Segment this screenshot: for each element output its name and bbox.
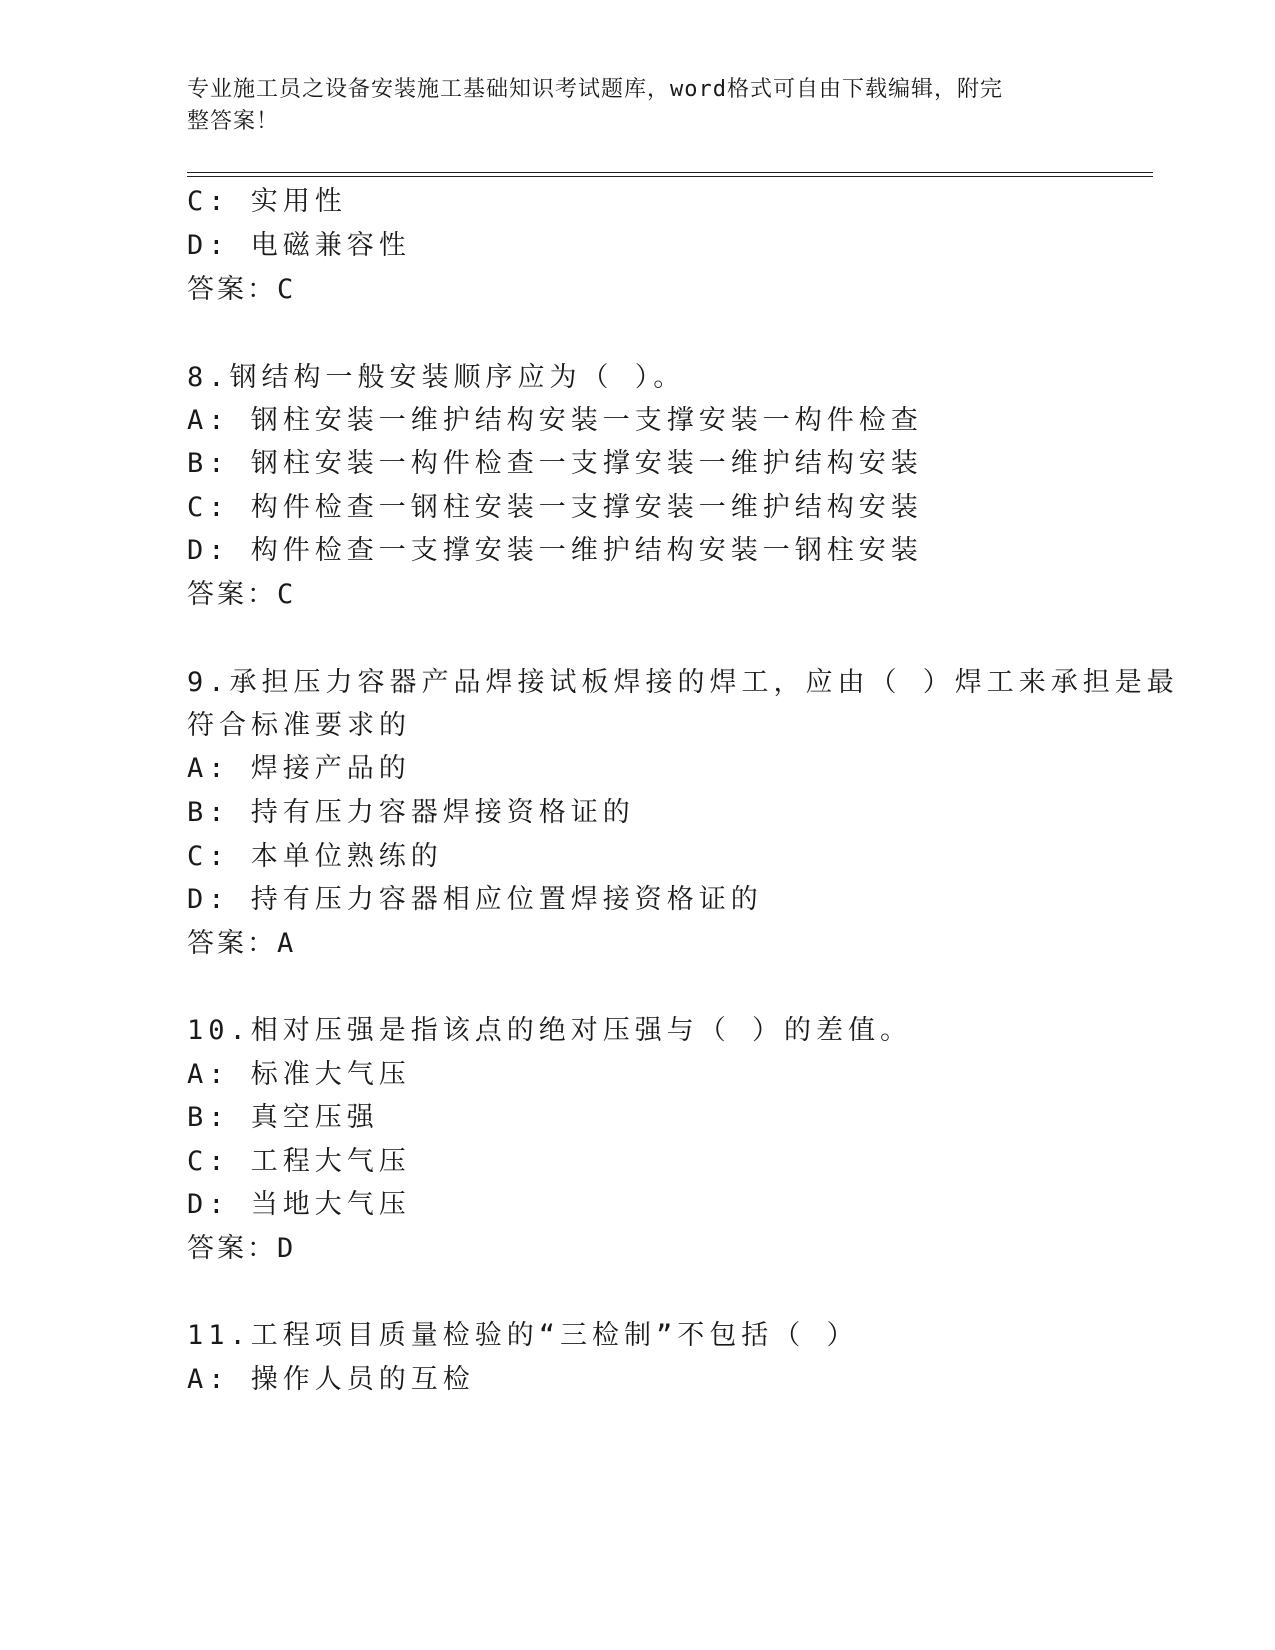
option-d: D: 构件检查一支撑安装一维护结构安装一钢柱安装 [187, 535, 923, 566]
answer: 答案：C [187, 579, 297, 610]
option-c: C: 工程大气压 [187, 1146, 411, 1177]
option-b: B: 持有压力容器焊接资格证的 [187, 797, 635, 828]
header-line-2: 整答案！ [187, 109, 280, 134]
document-header [187, 74, 1067, 138]
option-b: B: 钢柱安装一构件检查一支撑安装一维护结构安装 [187, 448, 923, 479]
question-8: 8.钢结构一般安装顺序应为（ ）。 [187, 362, 686, 393]
header-rule-top [187, 172, 1153, 173]
option-d: D: 持有压力容器相应位置焊接资格证的 [187, 884, 763, 915]
answer: 答案：A [187, 928, 297, 959]
option-a: A: 焊接产品的 [187, 753, 411, 784]
option-c: C: 构件检查一钢柱安装一支撑安装一维护结构安装 [187, 492, 923, 523]
option-b: B: 真空压强 [187, 1102, 379, 1133]
question-11: 11.工程项目质量检验的“三检制”不包括（ ） [187, 1320, 859, 1351]
question-9-continued: 符合标准要求的 [187, 710, 411, 741]
option-c: C: 本单位熟练的 [187, 841, 443, 872]
option-c: C: 实用性 [187, 186, 347, 217]
option-a: A: 钢柱安装一维护结构安装一支撑安装一构件检查 [187, 405, 923, 436]
option-d: D: 当地大气压 [187, 1189, 411, 1220]
question-10: 10.相对压强是指该点的绝对压强与（ ）的差值。 [187, 1015, 913, 1046]
answer: 答案：D [187, 1233, 297, 1264]
question-9: 9.承担压力容器产品焊接试板焊接的焊工，应由（ ）焊工来承担是最 [187, 667, 1179, 698]
answer: 答案：C [187, 274, 297, 305]
option-a: A: 操作人员的互检 [187, 1364, 475, 1395]
header-rule-bottom [187, 176, 1153, 177]
header-line-1: 专业施工员之设备安装施工基础知识考试题库，word格式可自由下载编辑，附完 [187, 77, 1003, 102]
option-a: A: 标准大气压 [187, 1059, 411, 1090]
option-d: D: 电磁兼容性 [187, 230, 411, 261]
